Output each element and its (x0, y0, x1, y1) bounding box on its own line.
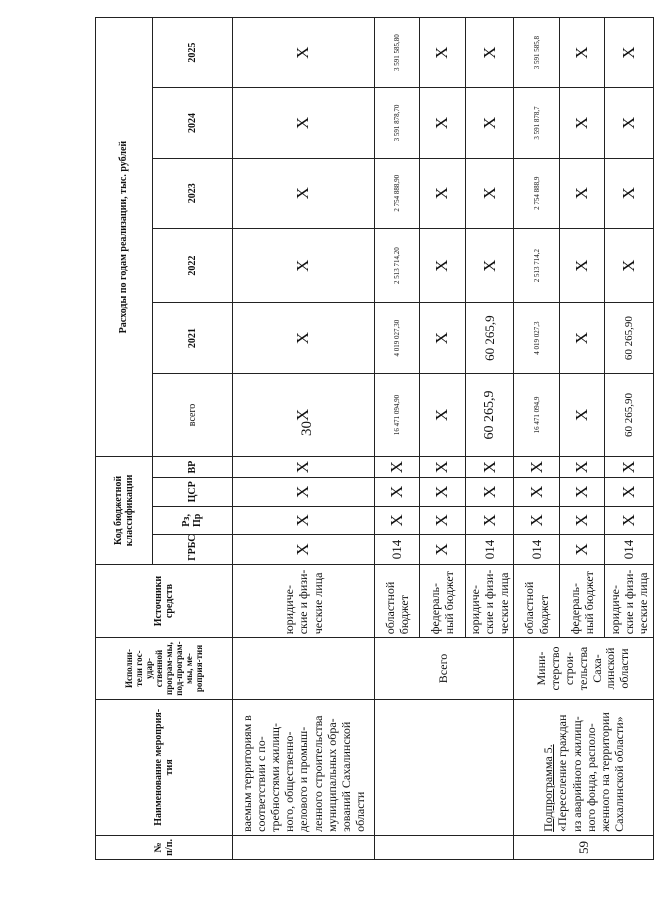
subprogram-description: «Переселение граждан из аварийного жилищ-ного фонда, располо-женного на территории Сахалинской области» (555, 712, 627, 832)
value-2021: 4 019 027,3 (514, 303, 559, 373)
grbs-code: 014 (375, 535, 420, 565)
x-mark: Х (605, 457, 654, 478)
source-cell: юридиче-ские и физи-ческие лица (465, 564, 514, 638)
x-mark: Х (514, 457, 559, 478)
x-mark: Х (605, 228, 654, 303)
cell-name-empty (375, 699, 514, 835)
total-value: 60 265,9 (465, 373, 514, 456)
x-mark: Х (559, 373, 604, 456)
cell-executor-empty (232, 638, 374, 699)
x-mark: Х (559, 228, 604, 303)
x-mark: Х (559, 457, 604, 478)
x-mark: Х (465, 18, 514, 88)
x-mark: Х (465, 478, 514, 507)
x-mark: Х (420, 303, 465, 373)
source-cell: областной бюджет (514, 564, 559, 638)
x-mark: Х (605, 18, 654, 88)
header-grbs: ГРБС (152, 535, 232, 565)
x-mark: Х (420, 228, 465, 303)
x-mark: Х (232, 478, 374, 507)
x-mark: Х (514, 478, 559, 507)
x-mark: Х (232, 228, 374, 303)
x-mark: Х (420, 457, 465, 478)
table-container (95, 17, 654, 860)
x-mark: Х (420, 18, 465, 88)
x-mark: Х (465, 88, 514, 158)
total-label: Всего (375, 638, 514, 699)
budget-table (95, 17, 654, 860)
value-2024: 3 591 878,7 (514, 88, 559, 158)
x-mark: Х (232, 18, 374, 88)
x-mark: Х (375, 457, 420, 478)
row-number: 59 (514, 835, 654, 859)
header-budget-code: Код бюджетной классификации (96, 457, 153, 565)
x-mark: Х (559, 88, 604, 158)
source-cell: юридиче-ские и физи-ческие лица (605, 564, 654, 638)
x-mark: Х (465, 506, 514, 535)
header-expenses: Расходы по годам реализации, тыс. рублей (96, 18, 153, 457)
subprogram-name (514, 699, 654, 835)
x-mark: Х (605, 478, 654, 507)
header-executors: Исполни-тели гос-удар-ственной програм-мы, под-програм-мы, ме-роприя-тия (96, 638, 233, 699)
x-mark: Х (605, 88, 654, 158)
header-2023: 2023 (152, 158, 232, 228)
header-2022: 2022 (152, 228, 232, 303)
source-cell: областной бюджет (375, 564, 420, 638)
subprogram-title: Подпрограмма 5. (541, 744, 556, 832)
cell-num-empty (375, 835, 514, 859)
grbs-code: 014 (605, 535, 654, 565)
grbs-code: 014 (514, 535, 559, 565)
total-value: 16 471 094,90 (375, 373, 420, 456)
x-mark: Х (559, 506, 604, 535)
x-mark: Х (232, 88, 374, 158)
total-value: 60 265,90 (605, 373, 654, 456)
header-name: Наименование мероприя-тия (96, 699, 233, 835)
header-rzpr: Рз, Пр (152, 506, 232, 535)
x-mark: Х (559, 478, 604, 507)
executor-ministry: Мини-стерство строи-тельства Саха-линской области (514, 638, 654, 699)
x-mark: Х (232, 158, 374, 228)
x-mark: Х (232, 373, 374, 456)
x-mark: Х (605, 506, 654, 535)
x-mark: Х (420, 535, 465, 565)
x-mark: Х (420, 506, 465, 535)
header-2021: 2021 (152, 303, 232, 373)
page-number: 30 (299, 421, 315, 436)
value-2022: 2 513 714,2 (514, 228, 559, 303)
header-2024: 2024 (152, 88, 232, 158)
source-cell: федераль-ный бюджет (420, 564, 465, 638)
cell-num-empty (232, 835, 374, 859)
x-mark: Х (465, 228, 514, 303)
x-mark: Х (559, 303, 604, 373)
x-mark: Х (420, 158, 465, 228)
header-csr: ЦСР (152, 478, 232, 507)
header-2025: 2025 (152, 18, 232, 88)
x-mark: Х (232, 535, 374, 565)
value-2023: 2 754 888,90 (375, 158, 420, 228)
value-2023: 2 754 888,9 (514, 158, 559, 228)
x-mark: Х (232, 303, 374, 373)
value-2025: 3 591 585,80 (375, 18, 420, 88)
header-total: всего (152, 373, 232, 456)
value-2021: 4 019 027,30 (375, 303, 420, 373)
x-mark: Х (559, 158, 604, 228)
x-mark: Х (375, 478, 420, 507)
x-mark: Х (375, 506, 420, 535)
measure-name-continued: ваемым территориям в соответствии с по-требностями жилищ-ного, общественно-делового и промыш-ленного строительства муниципальных обра-зований Сахалинской области (232, 699, 374, 835)
x-mark: Х (605, 158, 654, 228)
header-num: № п/п. (96, 835, 233, 859)
source-cell: юридиче-ские и физи-ческие лица (232, 564, 374, 638)
value-2021: 60 265,9 (465, 303, 514, 373)
value-2022: 2 513 714,20 (375, 228, 420, 303)
header-sources: Источники средств (96, 564, 233, 638)
value-2025: 3 591 585,8 (514, 18, 559, 88)
x-mark: Х (232, 506, 374, 535)
grbs-code: 014 (465, 535, 514, 565)
x-mark: Х (420, 88, 465, 158)
source-cell: федераль-ный бюджет (559, 564, 604, 638)
x-mark: Х (514, 506, 559, 535)
x-mark: Х (232, 457, 374, 478)
value-2021: 60 265,90 (605, 303, 654, 373)
x-mark: Х (465, 158, 514, 228)
value-2024: 3 591 878,70 (375, 88, 420, 158)
x-mark: Х (465, 457, 514, 478)
rotated-page (95, 17, 654, 860)
total-value: 16 471 094,9 (514, 373, 559, 456)
x-mark: Х (420, 478, 465, 507)
x-mark: Х (420, 373, 465, 456)
header-vr: ВР (152, 457, 232, 478)
x-mark: Х (559, 535, 604, 565)
x-mark: Х (559, 18, 604, 88)
